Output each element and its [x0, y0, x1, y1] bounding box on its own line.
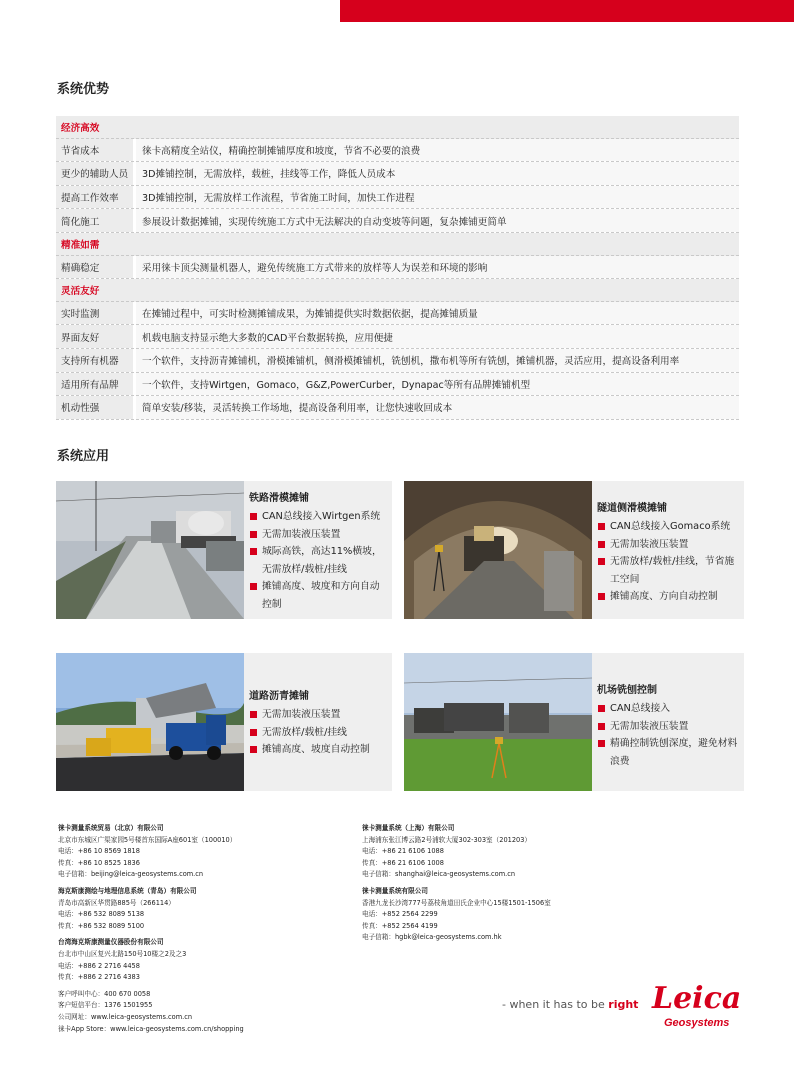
row-label: 界面友好: [56, 325, 136, 348]
contact-line: 电话：+852 2564 2299: [362, 910, 438, 919]
row-text: 参展设计数据摊铺，实现传统施工方式中无法解决的自动变坡等问题，复杂摊铺更简单: [136, 209, 739, 232]
contact-line: 青岛市高新区华贯路885号（266114）: [58, 898, 175, 907]
tunnel-photo: [404, 481, 592, 619]
logo-sub-text: Geosystems: [664, 1017, 730, 1029]
road-title: 道路沥青摊铺: [249, 691, 309, 702]
table-row: [56, 373, 739, 397]
contact-line: 客户短信平台：1376 1501955: [58, 1001, 153, 1010]
contact-line: 公司网址：www.leica-geosystems.com.cn: [58, 1012, 193, 1021]
row-label: 节省成本: [56, 139, 136, 162]
slogan: - when it has to be right: [502, 998, 639, 1011]
contact-block: [58, 937, 348, 983]
bullet-square-icon: [250, 513, 257, 520]
table-row: [56, 209, 739, 233]
advantages-table: [56, 116, 739, 420]
contact-company: 台湾海克斯康测量仪器股份有限公司: [58, 938, 164, 947]
bullet-square-icon: [250, 711, 257, 718]
list-item: 城际高铁，高达11%横坡，无需放样/载桩/挂线: [249, 543, 387, 578]
list-item: CAN总线接入Wirtgen系统: [249, 508, 387, 526]
row-text: 采用徕卡顶尖测量机器人，避免传统施工方式带来的放样等人为误差和环境的影响: [136, 256, 739, 279]
contacts-right: [362, 823, 662, 949]
list-item: CAN总线接入: [597, 700, 739, 718]
row-label: 更少的辅助人员: [56, 162, 136, 185]
contact-company: 徕卡测量系统贸易（北京）有限公司: [58, 824, 164, 832]
tunnel-body: [597, 499, 739, 606]
row-label: 机动性强: [56, 396, 136, 419]
category-header: 经济高效: [56, 116, 739, 139]
contact-line: 电话：+886 2 2716 4458: [58, 961, 140, 970]
row-label: 简化施工: [56, 209, 136, 232]
contact-block: [58, 886, 348, 932]
app-card-road: [56, 653, 392, 791]
airport-title: 机场铣刨控制: [597, 685, 657, 696]
contact-block: [58, 823, 348, 881]
row-label: 适用所有品牌: [56, 373, 136, 396]
row-label: 支持所有机器: [56, 349, 136, 372]
list-item: 无需放样/载桩/挂线: [249, 724, 387, 742]
row-text: 机载电脑支持显示绝大多数的CAD平台数据转换，应用便捷: [136, 325, 739, 348]
contact-line: 香港九龙长沙湾777号荔枝角道田氏企业中心15楼1501-1506室: [362, 898, 551, 907]
row-text: 一个软件，支持Wirtgen，Gomaco，G&Z,PowerCurber，Dynapac等所有品牌摊铺机型: [136, 373, 739, 396]
table-row: [56, 256, 739, 280]
contact-line: 传真：+852 2564 4199: [362, 921, 438, 930]
airport-body: [597, 681, 739, 770]
category-header: 精准如需: [56, 233, 739, 256]
contact-line: 徕卡App Store：www.leica-geosystems.com.cn/shopping: [58, 1024, 244, 1033]
slogan-emphasis: right: [608, 998, 639, 1011]
row-text: 徕卡高精度全站仪，精确控制摊铺厚度和坡度，节省不必要的浪费: [136, 139, 739, 162]
list-item: 无需加装液压装置: [249, 706, 387, 724]
top-red-bar: [340, 0, 794, 22]
contact-line: 传真：+886 2 2716 4383: [58, 973, 140, 982]
contact-company: 徕卡测量系统（上海）有限公司: [362, 824, 455, 832]
contact-line: 上海浦东张江博云路2号浦软大厦302-303室（201203）: [362, 835, 532, 844]
bullet-square-icon: [598, 740, 605, 747]
list-item: 无需加装液压装置: [597, 536, 739, 554]
leica-logo: [648, 972, 748, 1032]
bullet-square-icon: [598, 523, 605, 530]
row-label: 实时监测: [56, 302, 136, 325]
contact-line: 电子信箱：hgbk@leica-geosystems.com.hk: [362, 933, 502, 942]
airport-list: [597, 700, 739, 770]
table-row: [56, 325, 739, 349]
bullet-square-icon: [598, 723, 605, 730]
contact-line: 电话：+86 21 6106 1088: [362, 847, 444, 856]
contact-block: [58, 989, 348, 1035]
bullet-square-icon: [250, 746, 257, 753]
contact-line: 客户呼叫中心：400 670 0058: [58, 989, 151, 998]
list-item: 摊铺高度、坡度自动控制: [249, 741, 387, 759]
list-item: 无需放样/载桩/挂线，节省施工空间: [597, 553, 739, 588]
list-item: 无需加装液压装置: [597, 718, 739, 736]
row-text: 3D摊铺控制，无需放样工作流程，节省施工时间，加快工作进程: [136, 186, 739, 209]
tunnel-title: 隧道侧滑模摊铺: [597, 503, 667, 514]
contact-line: 电话：+86 532 8089 5138: [58, 910, 145, 919]
app-card-airport: [404, 653, 744, 791]
row-text: 在摊铺过程中，可实时检测摊铺成果，为摊铺提供实时数据依据，提高摊铺质量: [136, 302, 739, 325]
table-row: [56, 162, 739, 186]
road-photo: [56, 653, 244, 791]
railway-photo: [56, 481, 244, 619]
row-text: 3D摊铺控制，无需放样，载桩，挂线等工作，降低人员成本: [136, 162, 739, 185]
row-label: 精确稳定: [56, 256, 136, 279]
list-item: CAN总线接入Gomaco系统: [597, 518, 739, 536]
contact-block: [362, 823, 662, 881]
contact-line: 电话：+86 10 8569 1818: [58, 847, 140, 856]
contact-line: 传真：+86 532 8089 5100: [58, 921, 145, 930]
category-header: 灵活友好: [56, 279, 739, 302]
road-list: [249, 706, 387, 759]
contact-company: 徕卡测量系统有限公司: [362, 886, 428, 895]
contact-block: [362, 886, 662, 944]
row-label: 提高工作效率: [56, 186, 136, 209]
contact-line: 北京市东城区广渠家园5号楼首东国际A座601室（100010）: [58, 835, 237, 844]
contact-line: 电子信箱：shanghai@leica-geosystems.com.cn: [362, 870, 516, 879]
contact-line: 台北市中山区复兴北路150号10楼之2及之3: [58, 949, 187, 958]
app-card-railway: [56, 481, 392, 619]
table-row: [56, 186, 739, 210]
table-row: [56, 349, 739, 373]
advantages-title: 系统优势: [57, 82, 110, 97]
railway-list: [249, 508, 387, 613]
table-row: [56, 139, 739, 163]
bullet-square-icon: [250, 531, 257, 538]
row-text: 简单安装/移装，灵活转换工作场地，提高设备利用率，让您快速收回成本: [136, 396, 739, 419]
list-item: 摊铺高度、方向自动控制: [597, 588, 739, 606]
road-body: [249, 687, 387, 759]
row-text: 一个软件，支持沥青摊铺机，滑模摊铺机，侧滑模摊铺机，铣刨机，撒布机等所有铣刨，摊铺机器，灵活应用，提高设备利用率: [136, 349, 739, 372]
contact-line: 传真：+86 10 8525 1836: [58, 858, 140, 867]
table-row: [56, 396, 739, 420]
contact-company: 海克斯康测绘与地理信息系统（青岛）有限公司: [58, 886, 197, 895]
list-item: 无需加装液压装置: [249, 526, 387, 544]
applications-title: 系统应用: [57, 449, 110, 464]
contact-line: 电子信箱：beijing@leica-geosystems.com.cn: [58, 870, 204, 879]
contacts-left: [58, 823, 348, 1040]
list-item: 摊铺高度、坡度和方向自动控制: [249, 578, 387, 613]
bullet-square-icon: [598, 705, 605, 712]
bullet-square-icon: [598, 593, 605, 600]
logo-brand-text: Leica: [652, 981, 742, 1016]
railway-title: 铁路滑模摊铺: [249, 493, 309, 504]
bullet-square-icon: [250, 583, 257, 590]
tunnel-list: [597, 518, 739, 606]
table-row: [56, 302, 739, 326]
app-card-tunnel: [404, 481, 744, 619]
airport-photo: [404, 653, 592, 791]
bullet-square-icon: [598, 558, 605, 565]
bullet-square-icon: [598, 541, 605, 548]
bullet-square-icon: [250, 548, 257, 555]
list-item: 精确控制铣刨深度，避免材料浪费: [597, 735, 739, 770]
contact-line: 传真：+86 21 6106 1008: [362, 858, 444, 867]
railway-body: [249, 489, 387, 613]
bullet-square-icon: [250, 729, 257, 736]
